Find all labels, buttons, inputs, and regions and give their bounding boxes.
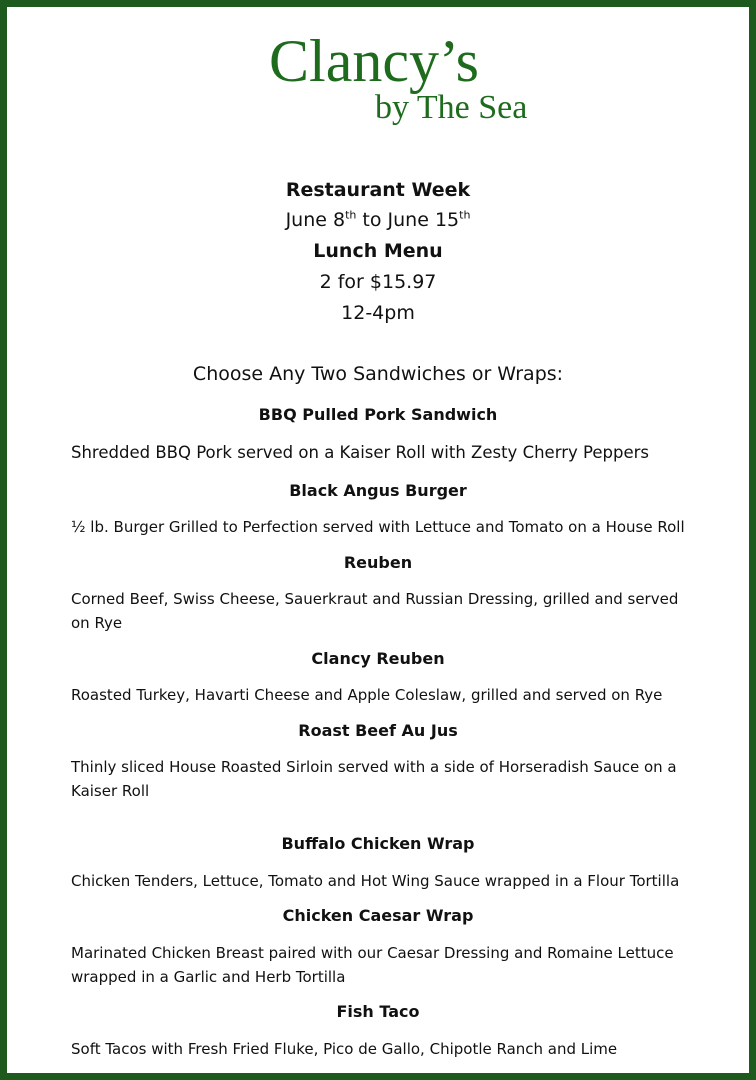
menu-item-name: Black Angus Burger [289, 481, 467, 500]
date-to: to June 15 [356, 209, 460, 231]
menu-item-name: Fish Taco [336, 1002, 420, 1021]
event-dates [7, 209, 749, 231]
menu-item-name: Clancy Reuben [311, 649, 445, 668]
date-start: June 8 [285, 209, 346, 231]
menu-item-name: Reuben [343, 553, 413, 572]
menu-item-description: Shredded BBQ Pork served on a Kaiser Roll with Zesty Cherry Peppers [71, 443, 649, 462]
menu-hours: 12-4pm [341, 302, 415, 324]
menu-item-description: Marinated Chicken Breast paired with our Caesar Dressing and Romaine Lettuce wrapped in a Garlic and Herb Tortilla [71, 944, 674, 986]
menu-price: 2 for $15.97 [319, 271, 437, 293]
choose-instruction: Choose Any Two Sandwiches or Wraps: [192, 363, 564, 385]
menu-item-description: Thinly sliced House Roasted Sirloin served with a side of Horseradish Sauce on a Kaiser Roll [71, 758, 677, 800]
logo-subtitle: by The Sea [375, 89, 528, 126]
date-end-suffix: th [459, 208, 471, 222]
menu-item-description: Chicken Tenders, Lettuce, Tomato and Hot Wing Sauce wrapped in a Flour Tortilla [71, 872, 680, 890]
logo-title: Clancy’s [269, 28, 479, 94]
menu-item-name: BBQ Pulled Pork Sandwich [258, 405, 498, 424]
event-title: Restaurant Week [285, 179, 471, 201]
menu-item-description: Soft Tacos with Fresh Fried Fluke, Pico de Gallo, Chipotle Ranch and Lime [71, 1040, 618, 1058]
menu-item-name: Roast Beef Au Jus [298, 721, 458, 740]
menu-item-description: Roasted Turkey, Havarti Cheese and Apple Coleslaw, grilled and served on Rye [71, 686, 663, 704]
menu-item-description: ½ lb. Burger Grilled to Perfection served with Lettuce and Tomato on a House Roll [71, 518, 685, 536]
menu-item-name: Chicken Caesar Wrap [282, 906, 474, 925]
menu-item-name: Buffalo Chicken Wrap [281, 834, 475, 853]
menu-item-description: Corned Beef, Swiss Cheese, Sauerkraut and Russian Dressing, grilled and served on Rye [71, 590, 679, 632]
menu-title: Lunch Menu [313, 240, 443, 262]
date-start-suffix: th [345, 208, 357, 222]
